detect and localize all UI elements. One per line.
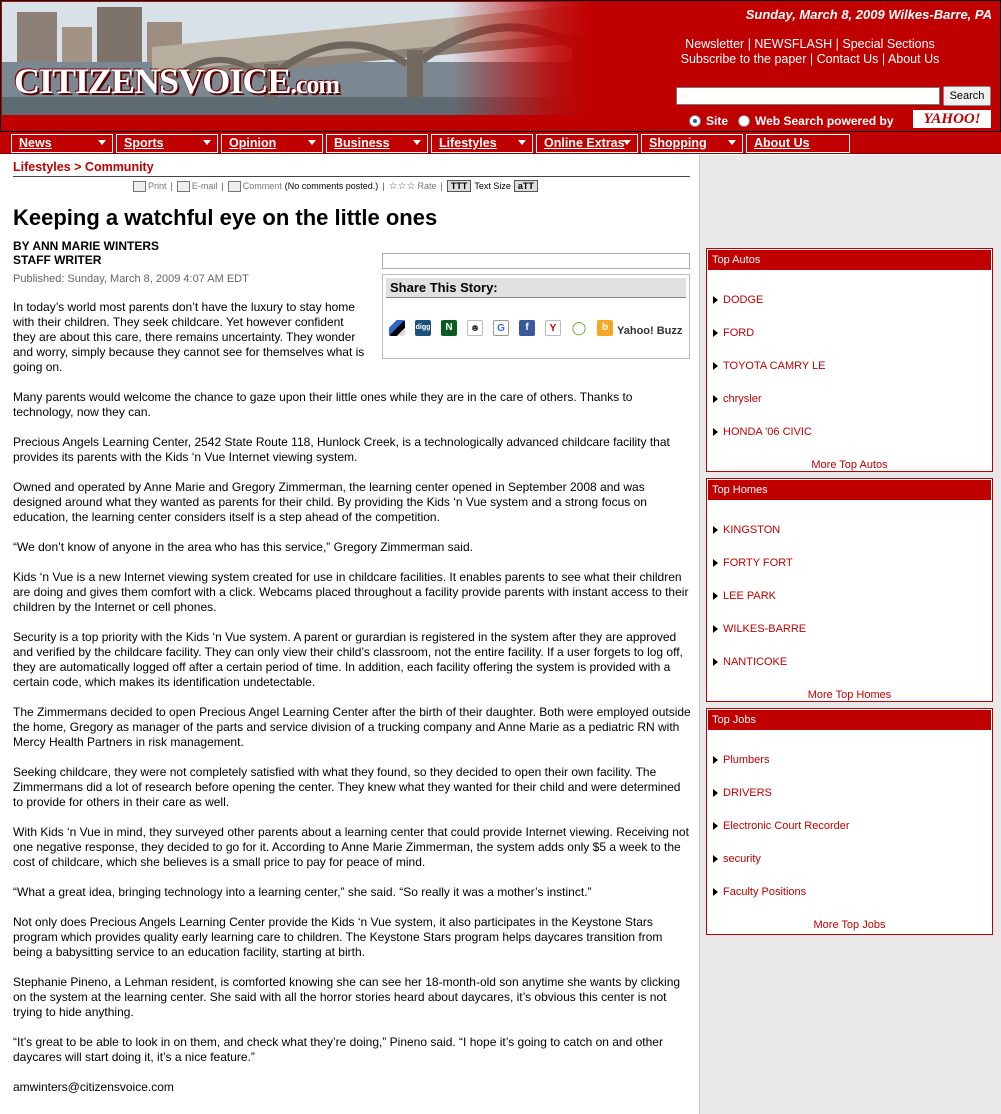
breadcrumb[interactable]: Lifestyles > Community — [13, 160, 154, 174]
nav-item-lifestyles[interactable] — [431, 134, 533, 153]
header-banner-image — [2, 2, 592, 115]
list-item[interactable]: FORTY FORT — [713, 557, 793, 569]
nav-item-online-extras[interactable] — [536, 134, 638, 153]
share-box — [382, 274, 690, 359]
nav-label: Opinion — [229, 136, 277, 150]
nav-item-about-us[interactable] — [746, 134, 850, 153]
article-paragraph: The Zimmermans decided to open Precious Angel Learning Center after the birth of their daughter. Both were employed outside the home, Gregory as manager of the parts and service division of a trucking company and Anne Marie as a pediatric RN with Mercy Health Partners in risk management. — [13, 705, 691, 749]
radio-site[interactable] — [689, 115, 701, 127]
chevron-down-icon — [308, 140, 316, 145]
radio-web[interactable] — [738, 115, 750, 127]
main-nav — [0, 132, 1001, 154]
top-homes-box — [706, 478, 993, 702]
nav-item-sports[interactable] — [116, 134, 218, 153]
chevron-down-icon — [98, 140, 106, 145]
nav-item-shopping[interactable] — [641, 134, 743, 153]
article-paragraph: In today’s world most parents don’t have the luxury to stay home with their children. They seek childcare. Yet however confident they are about this care, there remains uncertainty. They wonder and worry, simply because they cannot see for themselves what is going on. — [13, 300, 365, 374]
list-item[interactable]: NANTICOKE — [713, 656, 787, 668]
print-icon[interactable] — [133, 181, 146, 192]
nav-item-opinion[interactable] — [221, 134, 323, 153]
right-sidebar — [700, 155, 1001, 1114]
share-icons — [389, 319, 682, 337]
print-link[interactable]: Print — [148, 181, 167, 191]
author-email[interactable]: amwinters@citizensvoice.com — [13, 1080, 174, 1094]
byline — [13, 239, 159, 267]
divider — [13, 176, 690, 177]
article-paragraph: With Kids ‘n Vue in mind, they surveyed other parents about a learning center that could provide Internet viewing. Receiving not one negative response, they decided to go for it. According to Anne Marie Zimmerman, the system adds only $5 a week to the cost of childcare, which she believes is a small price to pay for peace of mind. — [13, 825, 689, 869]
article-tools: Print | E-mail | Comment (No comments posted.) | ☆☆☆ Rate | TTT Text Size aTT — [133, 180, 541, 192]
top-homes-title: Top Homes — [708, 480, 991, 500]
nav-item-news[interactable] — [11, 134, 113, 153]
nav-label: News — [19, 136, 52, 150]
list-item[interactable]: TOYOTA CAMRY LE — [713, 360, 826, 372]
nav-label: About Us — [754, 136, 810, 150]
article-paragraph: Kids ‘n Vue is a new Internet viewing system created for use in childcare facilities. It enables parents to see what their children are doing and gives them comfort with a click. Webcams placed throughout a facility provide parents with instant access to their children by the Internet or cell phones. — [13, 570, 689, 614]
nav-label: Sports — [124, 136, 164, 150]
digg-icon[interactable]: digg — [415, 320, 431, 336]
comment-link[interactable]: Comment — [242, 181, 282, 191]
article-paragraph: Precious Angels Learning Center, 2542 State Route 118, Hunlock Creek, is a technologically advanced childcare facility that provides its parents with the Kids ‘n Vue Internet viewing system. — [13, 435, 670, 464]
article-column — [0, 155, 700, 1114]
list-item[interactable]: DODGE — [713, 294, 763, 306]
list-item[interactable]: HONDA '06 CIVIC — [713, 426, 812, 438]
header-links — [660, 37, 960, 67]
more-top-autos-link[interactable]: More Top Autos — [811, 459, 888, 471]
more-top-homes-link[interactable]: More Top Homes — [807, 689, 892, 701]
email-link[interactable]: E-mail — [191, 181, 218, 191]
nav-label: Lifestyles — [439, 136, 497, 150]
article-paragraph: Owned and operated by Anne Marie and Gregory Zimmerman, the learning center opened in September 2008 and was designed around what they wanted as parents for their child. By providing the Kids ‘n Vue system and a strong focus on education, the learning center considers itself is a step ahead of the competition. — [13, 480, 647, 524]
facebook-icon[interactable]: f — [519, 320, 535, 336]
delicious-icon[interactable] — [389, 320, 405, 336]
yahoo-logo: YAHOO! — [913, 110, 991, 128]
site-header — [0, 0, 1001, 132]
header-links-row-2[interactable]: Subscribe to the paper | Contact Us | About Us — [680, 52, 940, 66]
list-item[interactable]: DRIVERS — [713, 787, 772, 799]
chevron-down-icon — [623, 140, 631, 145]
email-icon[interactable] — [177, 181, 190, 192]
article-paragraph: Stephanie Pineno, a Lehman resident, is comforted knowing she can see her 18-month-old son anytime she wants by clicking on the system at the learning center. She said with all the horror stories heard about daycares, it’s obvious this center is not trying to hide anything. — [13, 975, 681, 1019]
chevron-down-icon — [518, 140, 526, 145]
mixx-icon[interactable]: ◯ — [571, 320, 587, 335]
logo-suffix-text: .com — [290, 70, 340, 99]
article-paragraph: “What a great idea, bringing technology into a learning center,” she said. “So really it was a mother’s instinct.” — [13, 885, 592, 899]
date-location: Sunday, March 8, 2009 Wilkes-Barre, PA — [745, 7, 992, 22]
rating-stars-icon[interactable]: ☆☆☆ — [388, 180, 416, 192]
search-input[interactable] — [676, 87, 940, 105]
list-item[interactable]: Plumbers — [713, 754, 769, 766]
list-item[interactable]: FORD — [713, 327, 754, 339]
nav-item-business[interactable] — [326, 134, 428, 153]
google-icon[interactable]: G — [493, 320, 509, 336]
search-scope — [689, 114, 894, 128]
list-item[interactable]: security — [713, 853, 761, 865]
article-headline: Keeping a watchful eye on the little ones — [13, 205, 438, 230]
top-autos-box — [706, 248, 993, 472]
list-item[interactable]: KINGSTON — [713, 524, 780, 536]
top-autos-title: Top Autos — [708, 250, 991, 270]
text-size-label: Text Size — [474, 181, 511, 191]
site-logo[interactable] — [14, 60, 339, 102]
article-paragraph: Not only does Precious Angels Learning Center provide the Kids ‘n Vue system, it also participates in the Keystone Stars program which provides quality early learning care to children. The Keystone Stars program helps daycares transition from being a babysitting service to an education facility, starting at birth. — [13, 915, 663, 959]
top-jobs-title: Top Jobs — [708, 710, 991, 730]
newsvine-icon[interactable]: N — [441, 320, 457, 336]
text-larger-button[interactable]: aTT — [514, 180, 538, 192]
reddit-icon[interactable]: ☻ — [467, 320, 483, 336]
nav-label: Online Extras — [544, 136, 625, 150]
radio-site-label: Site — [706, 114, 729, 128]
list-item[interactable]: Electronic Court Recorder — [713, 820, 850, 832]
search-button[interactable]: Search — [943, 86, 991, 106]
share-title: Share This Story: — [386, 278, 686, 298]
article-paragraph: “It’s great to be able to look in on them, and check what they’re doing,” Pineno said. “I hope it’s going to catch on and other daycares will start doing it, it’s a nice feature.” — [13, 1035, 663, 1064]
article-paragraph: Many parents would welcome the chance to gaze upon their little ones while they are in the care of others. Thanks to technology, now they can. — [13, 390, 633, 419]
comment-count: (No comments posted.) — [284, 181, 379, 191]
nav-label: Business — [334, 136, 390, 150]
yahoo-buzz-label[interactable]: Yahoo! Buzz — [617, 325, 683, 337]
list-item[interactable]: Faculty Positions — [713, 886, 806, 898]
chevron-down-icon — [413, 140, 421, 145]
article-paragraph: “We don’t know of anyone in the area who has this service,” Gregory Zimmerman said. — [13, 540, 473, 554]
article-paragraph: Seeking childcare, they were not completely satisfied with what they found, so they decided to open their own facility. The Zimmermans did a lot of research before opening the center. They knew what they wanted for their child and were determined to provide for others in their care as well. — [13, 765, 681, 809]
rate-link[interactable]: Rate — [417, 181, 437, 191]
author-name: BY ANN MARIE WINTERS — [13, 239, 160, 253]
header-links-row-1[interactable]: Newsletter | NEWSFLASH | Special Sections — [685, 37, 935, 51]
share-header-bar — [382, 253, 690, 269]
logo-main-text: CITIZENSVOICE — [14, 61, 291, 101]
article-paragraph: Security is a top priority with the Kids ‘n Vue system. A parent or gurardian is registered in the system after they are approved and verified by the childcare facility. They can only view their child’s classroom, not the entire facility. If a user forgets to log off, they are automatically logged off after a certain period of time. In addition, each facility offering the system is provided with a certain code, which makes its identification undetectable. — [13, 630, 683, 689]
list-item[interactable]: chrysler — [713, 393, 762, 405]
top-jobs-box — [706, 708, 993, 935]
comment-icon[interactable] — [228, 181, 241, 192]
yahoo-buzz-icon[interactable]: b — [597, 320, 613, 336]
author-title: STAFF WRITER — [13, 253, 102, 267]
chevron-down-icon — [203, 140, 211, 145]
nav-label: Shopping — [649, 136, 707, 150]
yahoo-icon[interactable]: Y — [545, 320, 561, 336]
list-item[interactable]: LEE PARK — [713, 590, 776, 602]
text-smaller-button[interactable]: TTT — [447, 180, 472, 192]
published-date: Published: Sunday, March 8, 2009 4:07 AM EDT — [13, 273, 249, 285]
radio-web-label: Web Search powered by — [755, 114, 894, 128]
list-item[interactable]: WILKES-BARRE — [713, 623, 806, 635]
more-top-jobs-link[interactable]: More Top Jobs — [813, 919, 886, 931]
chevron-down-icon — [728, 140, 736, 145]
